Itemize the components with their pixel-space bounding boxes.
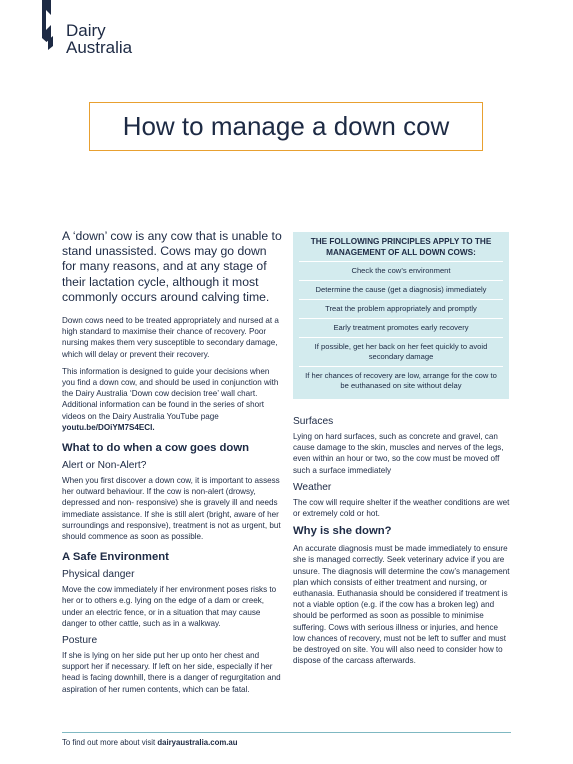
logo-text-dairy: Dairy: [66, 21, 106, 40]
footer-link[interactable]: dairyaustralia.com.au: [157, 738, 238, 747]
heading-safe-environment: A Safe Environment: [62, 551, 169, 564]
posture-paragraph: If she is lying on her side put her up onto her chest and support her if necessary. If left on her side, especially if her head is facing downhill, there is a danger of regurgitation and aspiration of her rumen contents, which can be fatal.: [62, 651, 281, 694]
heading-physical-danger: Physical danger: [62, 569, 135, 581]
page-title: How to manage a down cow: [122, 111, 450, 141]
principles-box: [293, 232, 509, 399]
heading-alert: Alert or Non-Alert?: [62, 460, 147, 472]
principle-item: Check the cow’s environment: [299, 261, 503, 280]
principles-title: THE FOLLOWING PRINCIPLES APPLY TO THE MANAGEMENT OF ALL DOWN COWS:: [310, 237, 492, 258]
intro-paragraph: Down cows need to be treated appropriately and nursed at a high standard to maximise their chance of recovery. Poor nursing makes them very susceptible to secondary damage, which will delay or prevent their recovery.: [62, 316, 279, 359]
dairy-australia-logo: [42, 0, 172, 60]
youtube-link[interactable]: youtu.be/DOiYM7S4ECI.: [62, 422, 155, 432]
left-column: [62, 229, 282, 701]
surfaces-paragraph: Lying on hard surfaces, such as concrete and gravel, can cause damage to the skin, muscles and nerves of the legs, even within an hour or two, so the cow must be moved off such a surface immediately: [293, 432, 504, 475]
info-paragraph: [62, 366, 282, 433]
logo-mark-icon: [42, 0, 64, 54]
heading-surfaces: Surfaces: [293, 416, 334, 427]
lead-paragraph: A ‘down’ cow is any cow that is unable to stand unassisted. Cows may go down for many reasons, and at any stage of their lactation cycle, although it most commonly occurs around calving time.: [62, 229, 282, 304]
heading-weather: Weather: [293, 481, 332, 493]
footer-divider: [62, 732, 511, 733]
right-column: [293, 410, 511, 672]
alert-paragraph: When you first discover a down cow, it is important to assess her outward behaviour. If the cow is non-alert (drowsy, depressed and non- responsive) she is gravely ill and needs immediate assistance. If she is still alert (bright, aware of her surroundings and responsive), treatment is not as urgent, but should commence as soon as possible.: [62, 476, 281, 542]
info-paragraph-text: This information is designed to guide your decisions when you find a down cow, and should be used in conjunction with the Dairy Australia ‘Down cow decision tree’ wall chart. Additional information can be found in the series of short videos on the Dairy Australia YouTube page: [62, 366, 279, 421]
principle-item: Treat the problem appropriately and promptly: [299, 299, 503, 318]
principle-item: If her chances of recovery are low, arrange for the cow to be euthanased on site without delay: [299, 366, 503, 395]
heading-what-to-do: What to do when a cow goes down: [62, 442, 250, 455]
principle-item: Early treatment promotes early recovery: [299, 318, 503, 337]
principle-item: If possible, get her back on her feet quickly to avoid secondary damage: [299, 337, 503, 366]
footer: [62, 738, 238, 747]
why-paragraph: An accurate diagnosis must be made immediately to ensure she is managed correctly. Seek veterinary advice if you are unsure. The diagnosis will determine the cow’s management plan which consists of either treatment and nursing, or euthanasia. Euthanasia should be considered if treatment is not a viable option (e.g. if the cow has a broken leg) and should be performed as soon as possible to minimise suffering. Cows with serious illness or injuries, and hence low chances of recovery, must not be left to suffer and must be destroyed on site. You will also need to consider how to dispose of the carcass afterwards.: [293, 544, 510, 666]
title-box: [89, 102, 483, 151]
footer-text: To find out more about visit: [62, 738, 158, 747]
principle-item: Determine the cause (get a diagnosis) immediately: [299, 280, 503, 299]
physical-danger-paragraph: Move the cow immediately if her environment poses risks to her or to others e.g. lying on the edge of a dam or creek, under an electric fence, or in a situation that may cause danger to other cattle, such as in a walkway.: [62, 585, 277, 628]
logo-text-australia: Australia: [66, 38, 133, 57]
weather-paragraph: The cow will require shelter if the weather conditions are wet or extremely cold or hot.: [293, 497, 510, 519]
heading-why-down: Why is she down?: [293, 525, 392, 538]
heading-posture: Posture: [62, 635, 98, 647]
